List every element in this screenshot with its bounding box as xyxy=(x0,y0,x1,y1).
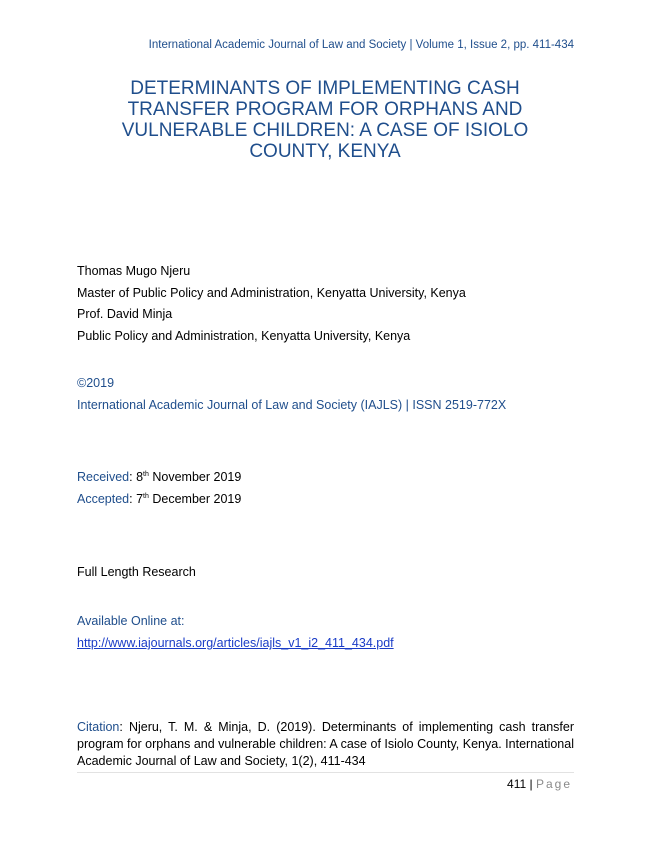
article-type: Full Length Research xyxy=(77,565,196,579)
accepted-month-year: December 2019 xyxy=(152,492,242,506)
title-line: DETERMINANTS OF IMPLEMENTING CASH xyxy=(130,78,520,99)
received-suffix: th xyxy=(143,470,149,478)
title-line: TRANSFER PROGRAM FOR ORPHANS AND xyxy=(127,99,523,120)
page-footer xyxy=(0,777,572,791)
journal-issn: International Academic Journal of Law and Society (IAJLS) | ISSN 2519-772X xyxy=(77,398,507,412)
page-word: Page xyxy=(535,777,572,791)
citation-label: Citation xyxy=(77,720,120,734)
received-month-year: November 2019 xyxy=(152,470,242,484)
article-pdf-link[interactable]: http://www.iajournals.org/articles/iajls_v1_i2_411_434.pdf xyxy=(77,636,394,650)
citation-text: Njeru, T. M. & Minja, D. (2019). Determinants of implementing cash transfer program for orphans and vulnerable children: A case of Isiolo County, Kenya. International Academic Journal of Law and Society, 1(2), 411-434 xyxy=(77,720,574,768)
available-online-label: Available Online at: xyxy=(77,614,185,628)
copyright-year: ©2019 xyxy=(77,376,115,390)
running-header: International Academic Journal of Law and Society | Volume 1, Issue 2, pp. 411-434 xyxy=(148,39,574,51)
received-date: Received: 8th November 2019 xyxy=(77,470,242,484)
author-affiliation-1: Master of Public Policy and Administration, Kenyatta University, Kenya xyxy=(77,286,466,300)
title-line: COUNTY, KENYA xyxy=(249,141,401,162)
title-line: VULNERABLE CHILDREN: A CASE OF ISIOLO xyxy=(121,120,529,141)
author-name-2: Prof. David Minja xyxy=(77,307,173,321)
article-title xyxy=(95,78,555,162)
received-label: Received xyxy=(77,470,130,484)
footer-separator: | xyxy=(529,777,533,791)
accepted-day: 7 xyxy=(136,492,144,506)
accepted-label: Accepted xyxy=(77,492,130,506)
author-affiliation-2: Public Policy and Administration, Kenyatta University, Kenya xyxy=(77,329,411,343)
citation: Citation: Njeru, T. M. & Minja, D. (2019). Determinants of implementing cash transfer program for orphans and vulnerable children: A case of Isiolo County, Kenya. International Academic Journal of Law and Society, 1(2), 411-434 xyxy=(77,720,574,768)
accepted-suffix: th xyxy=(143,492,149,500)
page-number: 411 xyxy=(507,777,527,791)
footer-divider xyxy=(77,772,574,773)
received-day: 8 xyxy=(136,470,144,484)
author-name-1: Thomas Mugo Njeru xyxy=(77,264,191,278)
accepted-date: Accepted: 7th December 2019 xyxy=(77,492,242,506)
